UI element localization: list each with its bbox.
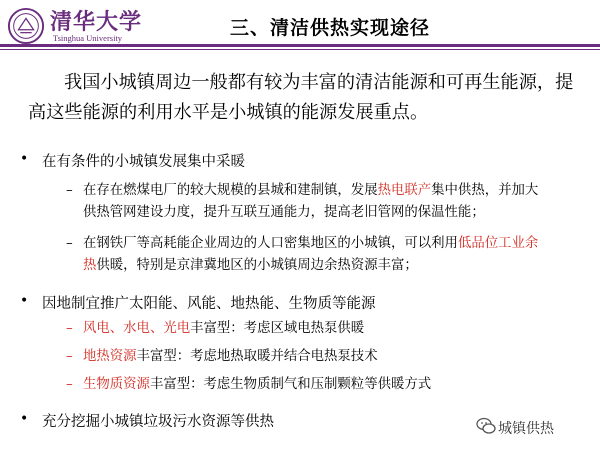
bullet-item <box>20 410 274 431</box>
sub-item-text: 地热资源丰富型：考虑地热取暖并结合电热泵技术 <box>83 349 378 364</box>
intro-paragraph: 我国小城镇周边一般都有较为丰富的清洁能源和可再生能源，提高这些能源的利用水平是小城镇的能源发展重点。 <box>28 72 574 123</box>
bullet-text: 充分挖掘小城镇垃圾污水资源等供热 <box>42 414 274 430</box>
header-rule-thin <box>0 49 600 50</box>
slide-header <box>0 0 600 54</box>
bullet-dot-icon: • <box>20 151 29 167</box>
dash-icon: – <box>66 236 73 251</box>
bullet-dot-icon: • <box>20 411 29 427</box>
sub-item-text: 在钢铁厂等高耗能企业周边的人口密集地区的小城镇，可以利用低品位工业余 热供暖，特别是京津冀地区的小城镇周边余热资源丰富； <box>83 236 539 273</box>
bullet-text: 在有条件的小城镇发展集中采暖 <box>42 154 245 170</box>
sub-item-text: 在存在燃煤电厂的较大规模的县城和建制镇，发展热电联产集中供热，并加大 供热管网建设力度，提升互联互通能力，提高老旧管网的保温性能； <box>83 183 539 220</box>
tsinghua-seal-icon <box>7 7 45 45</box>
highlight-text: 风电、水电、光电 <box>83 321 191 336</box>
highlight-text: 地热资源 <box>83 349 137 364</box>
bullet-text: 因地制宜推广太阳能、风能、地热能、生物质等能源 <box>42 296 376 312</box>
dash-icon: – <box>66 377 73 392</box>
highlight-text: 低品位工业余 <box>457 236 539 251</box>
dash-icon: – <box>66 183 73 198</box>
dash-icon: – <box>66 321 73 336</box>
sub-item-text: 生物质资源丰富型：考虑生物质制气和压制颗粒等供暖方式 <box>83 377 432 392</box>
wechat-icon <box>476 416 496 436</box>
bullet-item <box>20 150 245 171</box>
bullet-dot-icon: • <box>20 293 29 309</box>
bullet-item <box>20 292 376 313</box>
highlight-text: 热电联产 <box>377 183 432 198</box>
sub-item-text: 风电、水电、光电丰富型：考虑区域电热泵供暖 <box>83 321 365 336</box>
highlight-text: 热 <box>83 258 97 273</box>
university-logo-text: 清华大学 <box>50 9 143 35</box>
university-english-name: Tsinghua University <box>53 33 123 43</box>
highlight-text: 生物质资源 <box>83 377 150 392</box>
watermark-text: 城镇供热 <box>498 421 554 437</box>
slide-title: 三、清洁供热实现途径 <box>229 17 430 39</box>
header-rule-thick <box>0 44 600 47</box>
dash-icon: – <box>66 349 73 364</box>
